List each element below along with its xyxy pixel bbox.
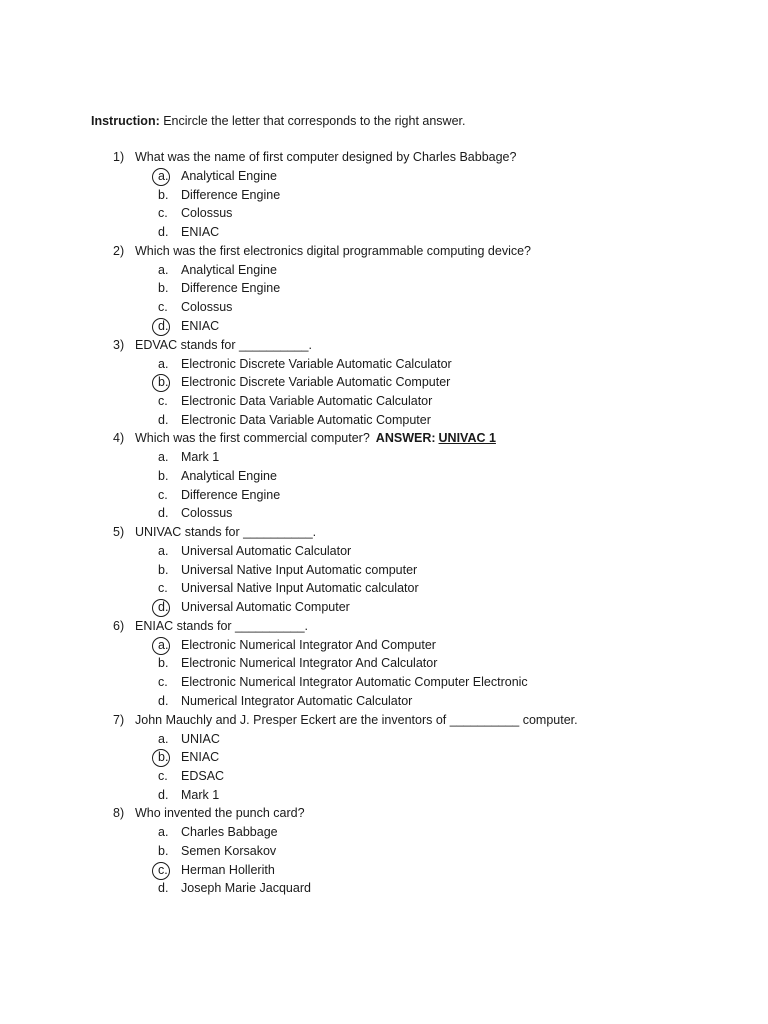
option-letter: b. <box>158 656 169 671</box>
option-letter: c. <box>158 862 168 877</box>
question-number: 5) <box>113 525 125 539</box>
answer-option <box>0 767 768 786</box>
question-6 <box>0 617 768 636</box>
answer-option <box>0 692 768 711</box>
quiz-list <box>0 148 768 898</box>
option-text: ENIAC <box>181 750 220 765</box>
option-text: Universal Automatic Calculator <box>181 544 352 558</box>
question-text-line <box>135 617 308 636</box>
question-text-line <box>135 336 312 355</box>
instruction-label: Instruction: <box>91 114 160 128</box>
option-letter: d. <box>158 881 169 896</box>
answer-option <box>0 730 768 749</box>
option-letter: a. <box>158 169 169 183</box>
question-2 <box>0 242 768 261</box>
answer-option <box>0 392 768 411</box>
question-text: What was the name of first computer designed by Charles Babbage? <box>135 150 517 164</box>
option-text: Universal Native Input Automatic computer <box>181 562 418 577</box>
option-letter: a. <box>158 731 169 746</box>
option-letter: c. <box>158 300 168 315</box>
question-number: 4) <box>113 431 125 446</box>
option-text: Electronic Discrete Variable Automatic Computer <box>181 375 451 390</box>
question-number: 8) <box>113 806 125 821</box>
answer-option <box>0 355 768 374</box>
option-letter: b. <box>158 750 169 765</box>
question-text: John Mauchly and J. Presper Eckert are the inventors of __________ computer. <box>135 712 578 727</box>
option-letter: b. <box>158 843 169 858</box>
option-text: Electronic Numerical Integrator And Computer <box>181 637 436 652</box>
option-text: Analytical Engine <box>181 468 277 483</box>
option-text: EDSAC <box>181 768 225 783</box>
option-letter: b. <box>158 468 169 483</box>
question-text-line <box>135 804 305 823</box>
option-text: Electronic Numerical Integrator And Calculator <box>181 656 438 671</box>
option-text: Electronic Numerical Integrator Automatic Computer Electronic <box>181 675 528 690</box>
option-text: Difference Engine <box>181 187 281 202</box>
option-text: Electronic Discrete Variable Automatic Calculator <box>181 356 452 371</box>
option-letter: d. <box>158 225 169 240</box>
option-letter: a. <box>158 450 169 465</box>
question-text-line <box>135 429 496 448</box>
option-letter: a. <box>158 825 169 840</box>
question-text: Which was the first electronics digital programmable computing device? <box>135 243 532 258</box>
question-text-line <box>135 523 316 542</box>
option-text: Charles Babbage <box>181 825 278 840</box>
option-letter: d. <box>158 693 169 708</box>
question-text: Which was the first commercial computer? <box>135 431 370 446</box>
answer-option <box>0 598 768 617</box>
option-letter: c. <box>158 675 168 690</box>
option-letter: d. <box>158 506 169 521</box>
question-5 <box>0 523 768 542</box>
answer-option <box>0 486 768 505</box>
answer-option <box>0 504 768 523</box>
instruction-line <box>91 112 465 130</box>
option-letter: d. <box>158 318 169 333</box>
option-text: Mark 1 <box>181 450 220 465</box>
answer-option <box>0 654 768 673</box>
instruction-text: Encircle the letter that corresponds to the right answer. <box>159 114 466 128</box>
answer-option <box>0 823 768 842</box>
question-number: 1) <box>113 150 125 164</box>
option-text: Universal Native Input Automatic calculator <box>181 581 419 596</box>
option-letter: c. <box>158 581 168 596</box>
question-text-line <box>135 148 516 167</box>
option-text: Joseph Marie Jacquard <box>181 881 311 896</box>
option-letter: b. <box>158 281 169 296</box>
question-7 <box>0 711 768 730</box>
answer-option <box>0 279 768 298</box>
answer-option <box>0 579 768 598</box>
option-letter: a. <box>158 544 169 558</box>
answer-option <box>0 786 768 805</box>
option-letter: b. <box>158 562 169 577</box>
answer-option <box>0 636 768 655</box>
option-text: Analytical Engine <box>181 262 277 277</box>
answer-option <box>0 223 768 242</box>
option-text: Colossus <box>181 506 233 521</box>
option-text: Electronic Data Variable Automatic Calculator <box>181 393 433 408</box>
option-text: Colossus <box>181 206 233 221</box>
answer-option <box>0 842 768 861</box>
answer-option <box>0 167 768 186</box>
option-letter: a. <box>158 356 169 371</box>
question-4 <box>0 429 768 448</box>
answer-option <box>0 673 768 692</box>
option-text: Electronic Data Variable Automatic Computer <box>181 412 431 427</box>
answer-option <box>0 561 768 580</box>
option-letter: a. <box>158 637 169 652</box>
answer-label: ANSWER: <box>375 431 436 446</box>
option-text: Semen Korsakov <box>181 843 277 858</box>
question-1 <box>0 148 768 167</box>
question-text-line <box>135 711 578 730</box>
option-letter: d. <box>158 412 169 427</box>
answer-option <box>0 261 768 280</box>
option-letter: d. <box>158 600 169 615</box>
answer-option <box>0 448 768 467</box>
option-letter: b. <box>158 187 169 202</box>
answer-option <box>0 204 768 223</box>
option-text: ENIAC <box>181 225 220 240</box>
option-letter: a. <box>158 262 169 277</box>
option-text: Herman Hollerith <box>181 862 275 877</box>
answer-option <box>0 467 768 486</box>
option-text: Colossus <box>181 300 233 315</box>
question-3 <box>0 336 768 355</box>
question-number: 3) <box>113 337 125 352</box>
option-letter: d. <box>158 787 169 802</box>
answer-option <box>0 373 768 392</box>
option-text: Universal Automatic Computer <box>181 600 350 615</box>
option-text: Difference Engine <box>181 487 281 502</box>
answer-value: UNIVAC 1 <box>438 431 496 446</box>
question-number: 6) <box>113 618 125 633</box>
answer-option <box>0 748 768 767</box>
answer-option <box>0 879 768 898</box>
question-text: EDVAC stands for __________. <box>135 337 312 352</box>
option-letter: c. <box>158 393 168 408</box>
question-number: 2) <box>113 243 125 258</box>
question-number: 7) <box>113 712 125 727</box>
option-text: ENIAC <box>181 318 220 333</box>
option-letter: b. <box>158 375 169 390</box>
option-letter: c. <box>158 768 168 783</box>
option-text: Numerical Integrator Automatic Calculator <box>181 693 413 708</box>
answer-option <box>0 542 768 561</box>
question-8 <box>0 804 768 823</box>
answer-option <box>0 411 768 430</box>
option-text: Analytical Engine <box>181 169 277 183</box>
question-text: ENIAC stands for __________. <box>135 618 309 633</box>
answer-option <box>0 298 768 317</box>
option-text: UNIAC <box>181 731 220 746</box>
answer-option <box>0 861 768 880</box>
option-letter: c. <box>158 487 168 502</box>
answer-option <box>0 317 768 336</box>
option-letter: c. <box>158 206 168 221</box>
option-text: Mark 1 <box>181 787 220 802</box>
question-text-line <box>135 242 531 261</box>
option-text: Difference Engine <box>181 281 281 296</box>
question-text: Who invented the punch card? <box>135 806 305 821</box>
question-text: UNIVAC stands for __________. <box>135 525 317 539</box>
answer-option <box>0 186 768 205</box>
